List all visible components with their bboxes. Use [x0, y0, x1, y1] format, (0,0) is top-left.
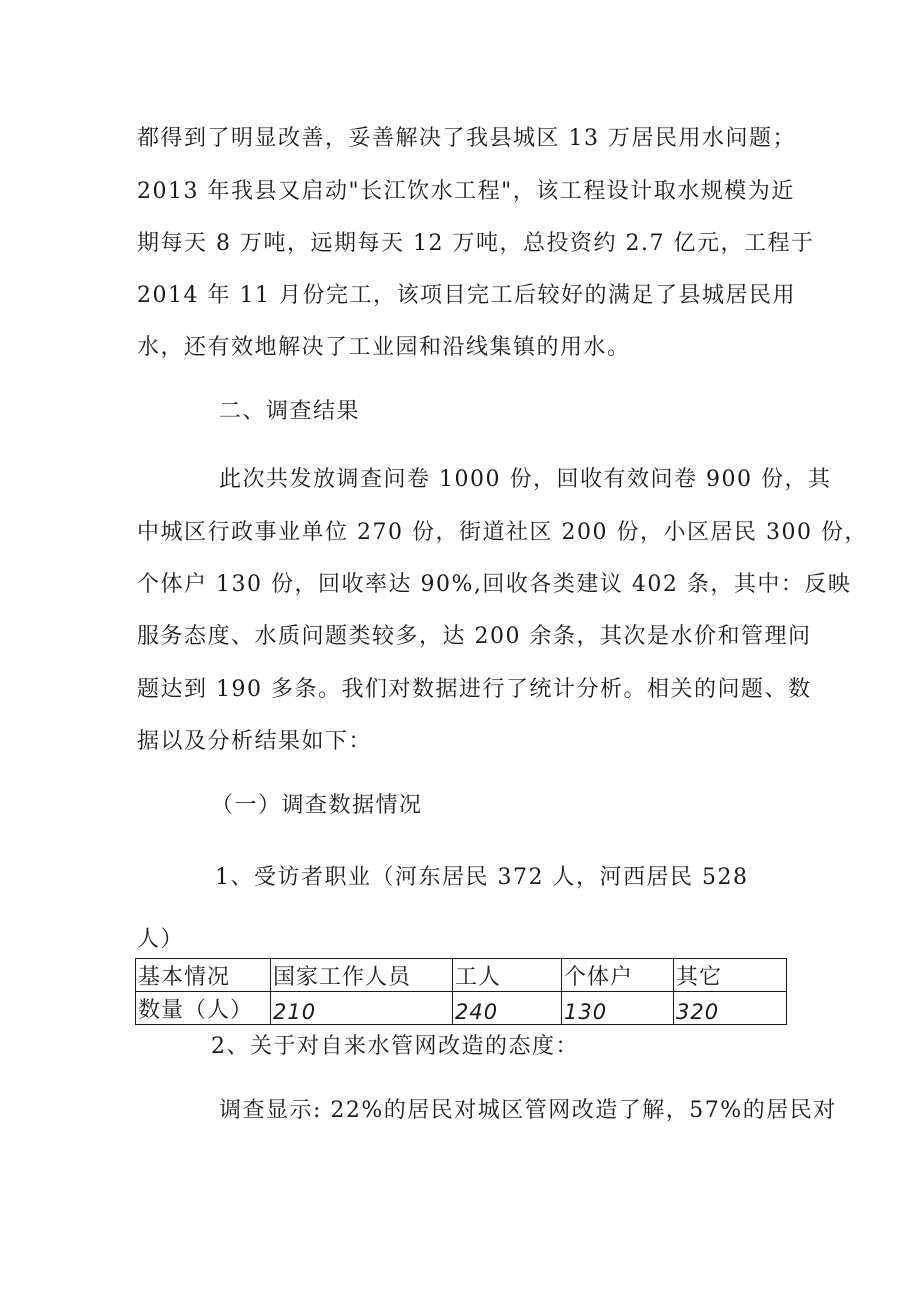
table-cell: 240 [453, 992, 562, 1025]
paragraph-line: 2013 年我县又启动"长江饮水工程"，该工程设计取水规模为近 [137, 179, 795, 204]
paragraph-line: 2014 年 11 月份完工，该项目完工后较好的满足了县城居民用 [137, 283, 796, 308]
paragraph-line: 2、关于对自来水管网改造的态度： [211, 1034, 579, 1059]
paragraph-line: 人） [137, 927, 185, 952]
table-row [136, 959, 787, 992]
table-cell: 数量（人） [136, 992, 271, 1025]
paragraph-line: 题达到 190 多条。我们对数据进行了统计分析。相关的问题、数 [137, 677, 812, 702]
occupation-table [135, 958, 787, 1025]
table-row [136, 992, 787, 1025]
table-header-cell: 基本情况 [136, 959, 271, 992]
paragraph-line: 服务态度、水质问题类较多，达 200 余条，其次是水价和管理问 [137, 624, 812, 649]
subsection-heading: （一）调查数据情况 [211, 793, 423, 818]
paragraph-line: 1、受访者职业（河东居民 372 人，河西居民 528 [215, 865, 749, 890]
paragraph-line: 水，还有效地解决了工业园和沿线集镇的用水。 [137, 335, 631, 360]
table-header-cell: 个体户 [562, 959, 674, 992]
table-header-cell: 工人 [453, 959, 562, 992]
table-cell: 320 [674, 992, 787, 1025]
paragraph-line: 此次共发放调查问卷 1000 份，回收有效问卷 900 份，其 [219, 467, 832, 492]
paragraph-line: 调查显示: 22%的居民对城区管网改造了解，57%的居民对 [219, 1098, 837, 1123]
section-heading: 二、调查结果 [219, 399, 361, 424]
table-header-cell: 其它 [674, 959, 787, 992]
table-cell: 130 [562, 992, 674, 1025]
paragraph-line: 据以及分析结果如下： [137, 729, 373, 754]
paragraph-line: 中城区行政事业单位 270 份，街道社区 200 份，小区居民 300 份， [137, 520, 868, 545]
paragraph-line: 个体户 130 份，回收率达 90%,回收各类建议 402 条，其中：反映 [137, 572, 852, 597]
table-header-cell: 国家工作人员 [271, 959, 453, 992]
table-cell: 210 [271, 992, 453, 1025]
paragraph-line: 期每天 8 万吨，远期每天 12 万吨，总投资约 2.7 亿元，工程于 [137, 231, 815, 256]
paragraph-line: 都得到了明显改善，妥善解决了我县城区 13 万居民用水问题； [137, 126, 796, 151]
